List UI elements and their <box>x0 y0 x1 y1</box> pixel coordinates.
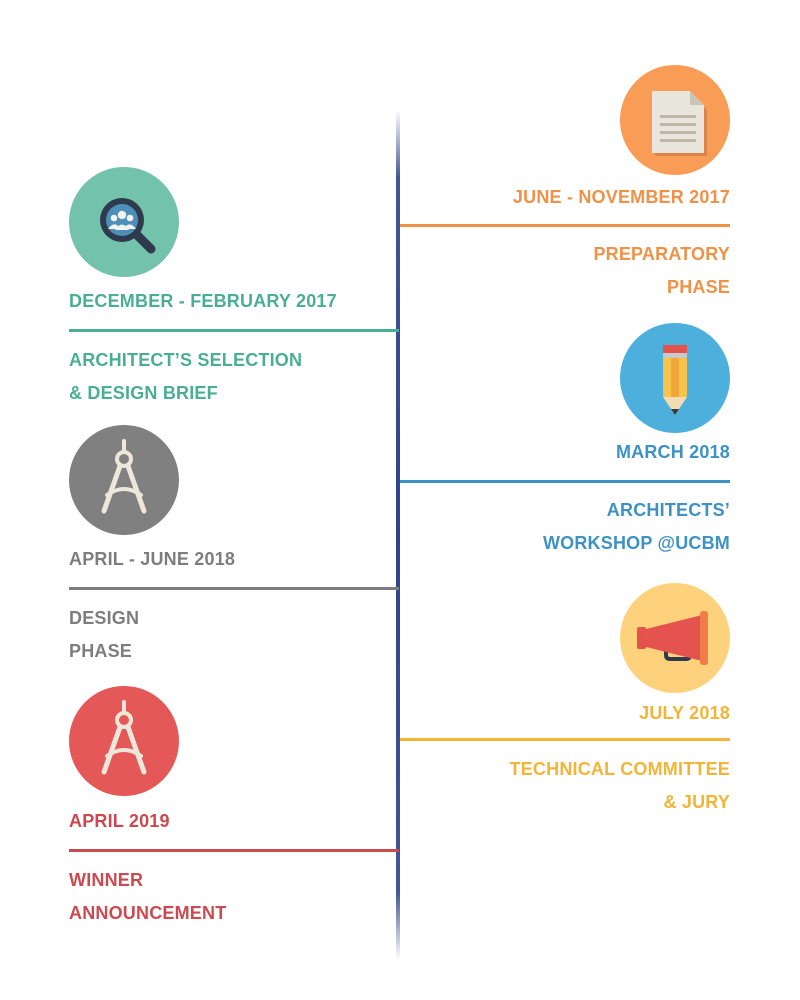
milestone-preparatory <box>400 65 730 305</box>
megaphone-icon <box>620 583 730 693</box>
milestone-date: APRIL - JUNE 2018 <box>69 549 236 569</box>
milestone-title <box>69 344 302 410</box>
milestone-title <box>543 494 730 560</box>
milestone-title <box>510 753 730 819</box>
milestone-divider <box>69 849 399 852</box>
people-search-icon <box>69 167 179 277</box>
milestone-date: JULY 2018 <box>639 703 730 723</box>
milestone-divider <box>69 329 399 332</box>
milestone-title-line: WINNER <box>69 870 144 890</box>
milestone-divider <box>69 587 399 590</box>
milestone-title-line: PREPARATORY <box>593 244 730 264</box>
milestone-workshop <box>400 323 730 563</box>
milestone-divider <box>400 480 730 483</box>
milestone-title-line: & DESIGN BRIEF <box>69 383 218 403</box>
pencil-icon <box>620 323 730 433</box>
document-icon <box>620 65 730 175</box>
compass-icon <box>69 425 179 535</box>
milestone-date: JUNE - NOVEMBER 2017 <box>512 187 730 207</box>
milestone-title <box>593 238 730 304</box>
milestone-selection <box>69 167 399 407</box>
milestone-title <box>69 602 139 668</box>
milestone-title-line: & JURY <box>663 792 730 812</box>
milestone-title <box>69 864 226 930</box>
milestone-design <box>69 425 399 665</box>
milestone-title-line: PHASE <box>666 277 730 297</box>
milestone-title-line: PHASE <box>69 641 133 661</box>
milestone-title-line: ARCHITECT’S SELECTION <box>69 350 303 370</box>
milestone-date: DECEMBER - FEBRUARY 2017 <box>69 291 337 311</box>
milestone-divider <box>400 738 730 741</box>
milestone-title-line: ANNOUNCEMENT <box>69 903 227 923</box>
milestone-date: APRIL 2019 <box>69 811 170 831</box>
milestone-committee <box>400 583 730 823</box>
milestone-divider <box>400 224 730 227</box>
milestone-date: MARCH 2018 <box>615 442 730 462</box>
milestone-title-line: WORKSHOP @UCBM <box>542 533 730 553</box>
milestone-title-line: ARCHITECTS’ <box>606 500 730 520</box>
milestone-title-line: DESIGN <box>69 608 140 628</box>
milestone-title-line: TECHNICAL COMMITTEE <box>509 759 730 779</box>
compass-icon <box>69 686 179 796</box>
milestone-winner <box>69 686 399 936</box>
